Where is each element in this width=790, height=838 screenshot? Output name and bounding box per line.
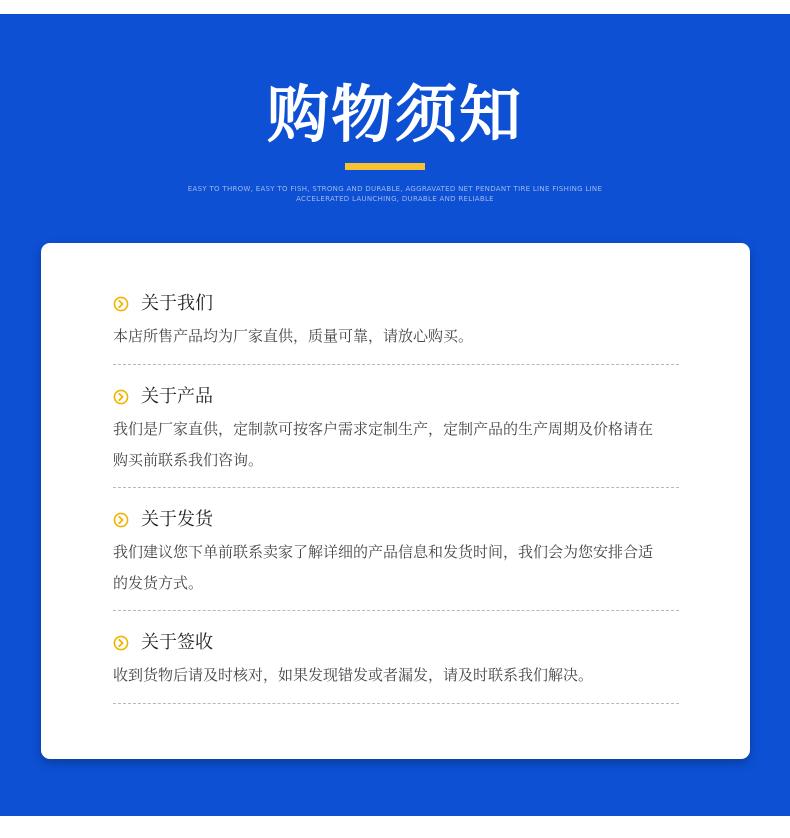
chevron-circle-right-icon [113, 389, 129, 405]
subtitle-line-1: EASY TO THROW, EASY TO FISH, STRONG AND DURABLE, AGGRAVATED NET PENDANT TIRE LINE FISHING LINE [187, 185, 603, 193]
section-header [113, 508, 679, 532]
subtitle [150, 184, 640, 204]
section-about-shipping [113, 508, 679, 599]
chevron-circle-right-icon [113, 635, 129, 651]
divider [113, 487, 679, 488]
page-title: 购物须知 [266, 78, 523, 151]
divider [113, 703, 679, 704]
subtitle-line-2: ACCELERATED LAUNCHING, DURABLE AND RELIABLE [296, 195, 494, 203]
title-underline [345, 163, 425, 170]
chevron-circle-right-icon [113, 296, 129, 312]
divider [113, 364, 679, 365]
section-text: 本店所售产品均为厂家直供，质量可靠，请放心购买。 [113, 327, 474, 345]
section-title: 关于签收 [141, 632, 213, 653]
section-about-us [113, 292, 679, 352]
section-about-products [113, 385, 679, 476]
section-title: 关于我们 [141, 293, 213, 314]
section-about-receipt [113, 631, 679, 691]
notice-card [41, 243, 750, 759]
section-text: 我们是厂家直供，定制款可按客户需求定制生产，定制产品的生产周期及价格请在 购买前联系我们咨询。 [113, 420, 654, 469]
section-title: 关于发货 [141, 509, 213, 530]
divider [113, 610, 679, 611]
section-header [113, 292, 679, 316]
chevron-circle-right-icon [113, 512, 129, 528]
hero-background [0, 14, 790, 816]
section-text: 我们建议您下单前联系卖家了解详细的产品信息和发货时间，我们会为您安排合适 的发货方式。 [113, 543, 654, 592]
section-header [113, 385, 679, 409]
section-header [113, 631, 679, 655]
section-text: 收到货物后请及时核对，如果发现错发或者漏发，请及时联系我们解决。 [113, 666, 594, 684]
section-title: 关于产品 [141, 386, 213, 407]
